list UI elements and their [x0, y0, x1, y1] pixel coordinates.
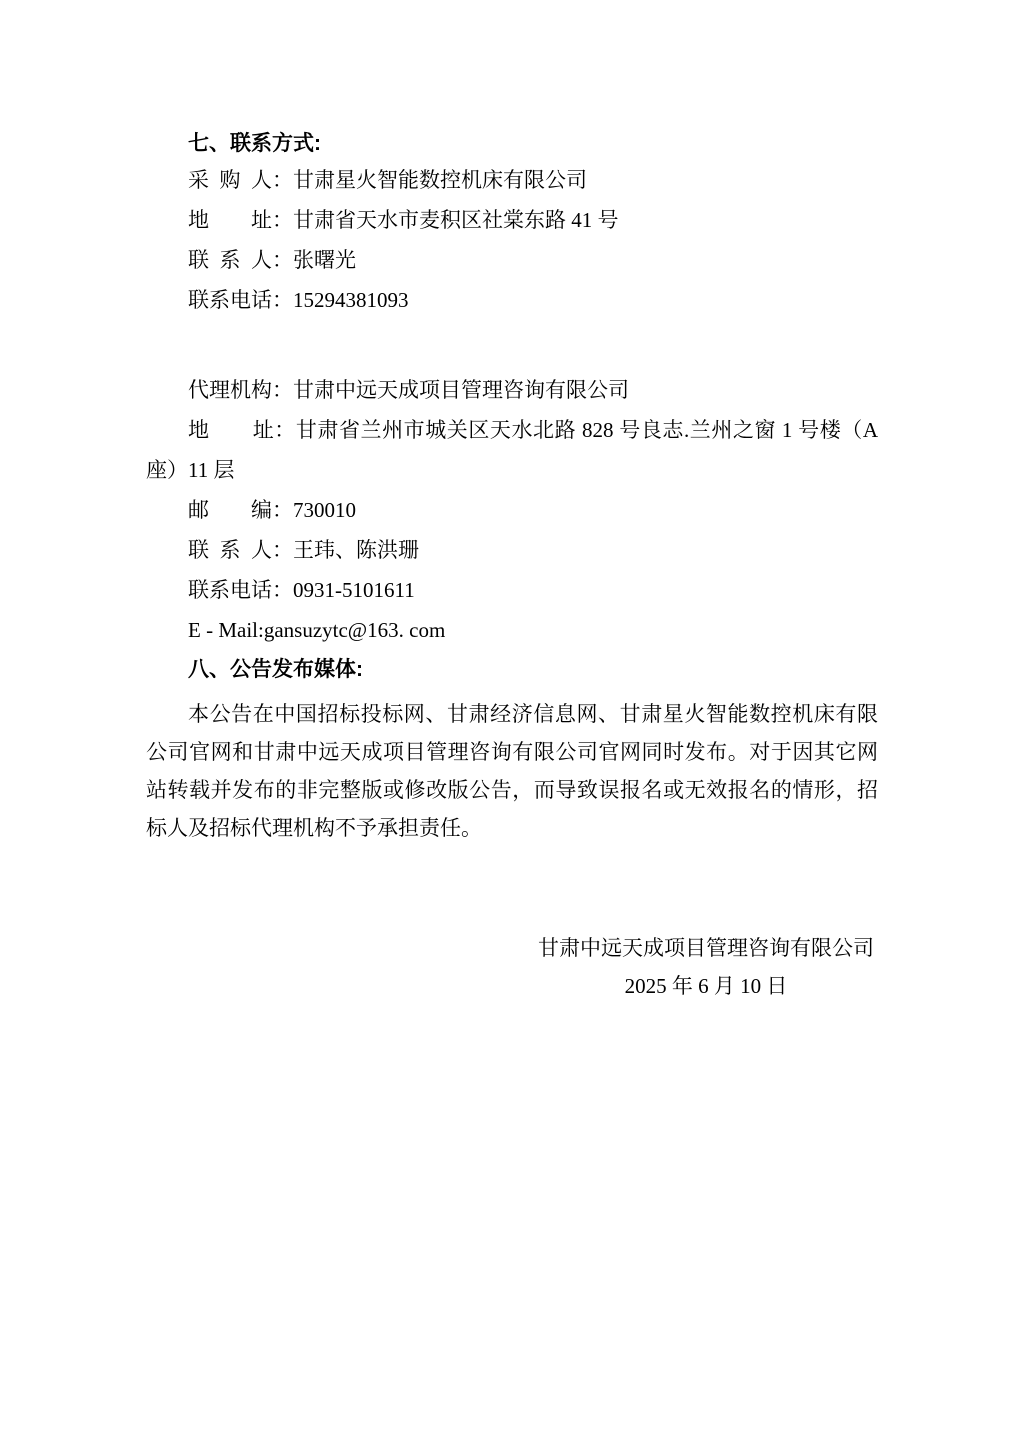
- agency-postcode-label: 邮 编：: [188, 498, 293, 522]
- purchaser-address-line: [146, 200, 878, 240]
- purchaser-phone-line: [146, 280, 878, 320]
- agency-postcode-line: [146, 490, 878, 530]
- agency-address-line: [146, 410, 878, 490]
- purchaser-line: [146, 160, 878, 200]
- purchaser-phone-value: 15294381093: [293, 288, 409, 312]
- signature-date: 2025 年 6 月 10 日: [624, 974, 788, 998]
- agency-email-value: gansuzytc@163. com: [263, 618, 446, 642]
- purchaser-address-label: 地 址：: [188, 208, 293, 232]
- agency-postcode-value: 730010: [293, 498, 356, 522]
- agency-value: 甘肃中远天成项目管理咨询有限公司: [293, 378, 629, 402]
- agency-contact-person-label: 联 系 人：: [188, 538, 293, 562]
- purchaser-address-value: 甘肃省天水市麦积区社棠东路 41 号: [293, 208, 619, 232]
- signature-block: [538, 929, 874, 1005]
- purchaser-contact-block: [146, 160, 878, 320]
- purchaser-phone-label: 联系电话：: [188, 288, 293, 312]
- agency-email-line: [146, 610, 878, 650]
- purchaser-label: 采 购 人：: [188, 168, 293, 192]
- section-contact-heading: 七、联系方式:: [188, 132, 321, 155]
- agency-phone-value: 0931-5101611: [293, 578, 415, 602]
- agency-phone-label: 联系电话：: [188, 578, 293, 602]
- agency-contact-block: [146, 370, 878, 650]
- agency-line: [146, 370, 878, 410]
- purchaser-contact-person-value: 张曙光: [293, 248, 356, 272]
- agency-phone-line: [146, 570, 878, 610]
- agency-label: 代理机构：: [188, 378, 293, 402]
- agency-address-value: 甘肃省兰州市城关区天水北路 828 号良志.兰州之窗 1 号楼（A座）11 层: [146, 418, 879, 482]
- agency-email-label: E - Mail:: [188, 618, 264, 642]
- signature-company: 甘肃中远天成项目管理咨询有限公司: [538, 936, 874, 960]
- agency-address-label: 地 址：: [188, 418, 296, 442]
- media-announcement-paragraph: 本公告在中国招标投标网、甘肃经济信息网、甘肃星火智能数控机床有限公司官网和甘肃中远天成项目管理咨询有限公司官网同时发布。对于因其它网站转载并发布的非完整版或修改版公告，而导致误报名或无效报名的情形，招标人及招标代理机构不予承担责任。: [146, 702, 878, 840]
- section-media-heading: 八、公告发布媒体:: [188, 658, 363, 681]
- agency-contact-person-line: [146, 530, 878, 570]
- purchaser-value: 甘肃星火智能数控机床有限公司: [293, 168, 587, 192]
- purchaser-contact-person-label: 联 系 人：: [188, 248, 293, 272]
- purchaser-contact-person-line: [146, 240, 878, 280]
- agency-contact-person-value: 王玮、陈洪珊: [293, 538, 419, 562]
